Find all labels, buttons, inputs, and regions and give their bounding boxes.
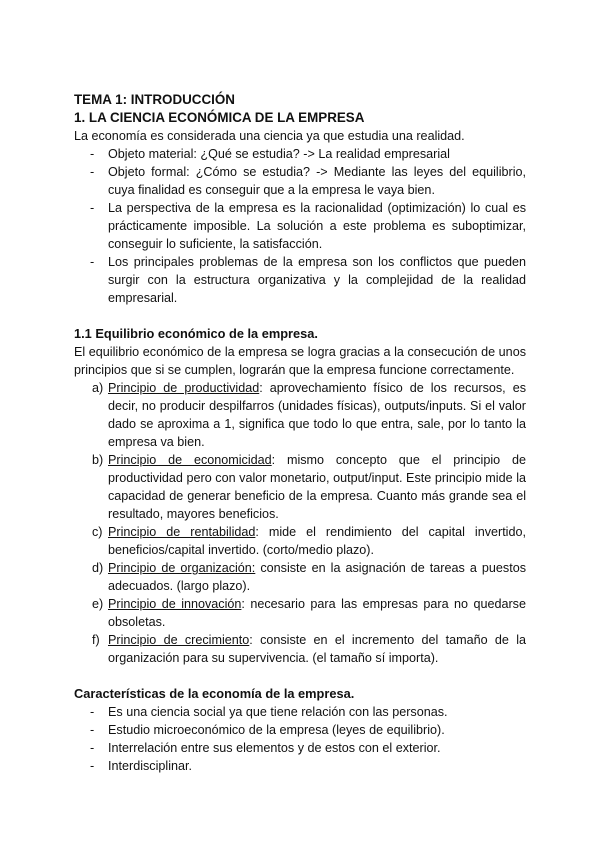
- principle-term: Principio de productividad: [108, 381, 260, 395]
- section3-heading: Características de la economía de la empresa.: [74, 686, 355, 701]
- list-item-text: Los principales problemas de la empresa son los conflictos que pueden surgir con la estructura organizativa y la complejidad de la realidad empresarial.: [108, 255, 526, 305]
- dash-marker: -: [90, 165, 95, 179]
- principle-term: Principio de economicidad: [108, 453, 272, 467]
- principles-list: [74, 379, 526, 667]
- principle-text: consiste en la asignación de tareas a puestos adecuados. (largo plazo).: [108, 561, 527, 593]
- principle-item: a) Principio de productividad: aprovechamiento físico de los recursos, es decir, no producir despilfarros (unidades físicas), outputs/inputs. Si el valor dado se aproxima a 1, significa que todo lo que entra, sale, por lo tanto la empresa va bien.: [92, 381, 526, 449]
- list-item-text: Objeto formal: ¿Cómo se estudia? -> Mediante las leyes del equilibrio, cuya finalidad es conseguir que a la empresa le vaya bien.: [108, 165, 526, 197]
- principle-text: consiste en el incremento del tamaño de la organización para su supervivencia. (el tamaño sí importa).: [108, 633, 527, 665]
- dash-marker: -: [90, 705, 95, 719]
- dash-marker: -: [90, 255, 95, 269]
- list-item: [74, 163, 526, 199]
- principle-item: [74, 559, 526, 595]
- item-marker: e): [92, 597, 104, 611]
- list-item: [74, 739, 526, 757]
- item-marker: c): [92, 525, 103, 539]
- principle-text: mismo concepto que el principio de productividad pero con valor monetario, output/input. Este principio mide la capacidad de generar beneficio de la empresa. Cuanto más grande sea el resultado, mayores beneficios.: [108, 453, 526, 521]
- list-item: [74, 721, 526, 739]
- section2-heading: 1.1 Equilibrio económico de la empresa.: [74, 326, 318, 341]
- list-item: [74, 703, 526, 721]
- principle-item: b) Principio de economicidad: mismo concepto que el principio de productividad pero con valor monetario, output/input. Este principio mide la capacidad de generar beneficio de la empresa. Cuanto más grande sea el resultado, mayores beneficios.: [92, 453, 526, 521]
- list-item-text: Interdisciplinar.: [108, 759, 192, 773]
- principle-term: Principio de crecimiento: [108, 633, 250, 647]
- principle-text: mide el rendimiento del capital invertido, beneficios/capital invertido. (corto/medio plazo).: [108, 525, 526, 557]
- list-item-text: Objeto material: ¿Qué se estudia? -> La realidad empresarial: [108, 147, 450, 161]
- item-marker: f): [92, 633, 100, 647]
- list-item: [74, 757, 526, 775]
- dash-marker: -: [90, 741, 95, 755]
- dash-marker: -: [90, 201, 95, 215]
- item-marker: a): [92, 381, 104, 395]
- list-item-text: Es una ciencia social ya que tiene relación con las personas.: [108, 705, 448, 719]
- principle-term: Principio de innovación: [108, 597, 242, 611]
- section2-intro: El equilibrio económico de la empresa se logra gracias a la consecución de unos principios que si se cumplen, lograrán que la empresa funcione correctamente.: [74, 345, 526, 377]
- principle-term: Principio de rentabilidad: [108, 525, 256, 539]
- list-item: [74, 199, 526, 253]
- list-item: [74, 145, 526, 163]
- principle-item: c) Principio de rentabilidad: mide el rendimiento del capital invertido, beneficios/capital invertido. (corto/medio plazo).: [92, 525, 526, 557]
- principle-text: necesario para las empresas para no quedarse obsoletas.: [108, 597, 526, 629]
- dash-marker: -: [90, 723, 95, 737]
- principle-item: f) Principio de crecimiento: consiste en el incremento del tamaño de la organización para su supervivencia. (el tamaño sí importa).: [92, 633, 527, 665]
- principle-term: Principio de organización:: [108, 561, 256, 575]
- document-page: [74, 91, 526, 775]
- principle-item: e) Principio de innovación: necesario para las empresas para no quedarse obsoletas.: [92, 597, 526, 629]
- list-item-text: La perspectiva de la empresa es la racionalidad (optimización) lo cual es prácticamente imposible. La solución a este problema es suboptimizar, conseguir lo suficiente, la satisfacción.: [108, 201, 526, 251]
- section1-intro: La economía es considerada una ciencia ya que estudia una realidad.: [74, 129, 465, 143]
- document-title: TEMA 1: INTRODUCCIÓN: [74, 92, 235, 107]
- list-item: [74, 253, 526, 307]
- dash-marker: -: [90, 759, 95, 773]
- list-item-text: Interrelación entre sus elementos y de estos con el exterior.: [108, 741, 441, 755]
- dash-marker: -: [90, 147, 95, 161]
- section3-list: [74, 703, 526, 775]
- list-item-text: Estudio microeconómico de la empresa (leyes de equilibrio).: [108, 723, 445, 737]
- section1-list: [74, 145, 526, 307]
- principle-text: aprovechamiento físico de los recursos, es decir, no producir despilfarros (unidades físicas), outputs/inputs. Si el valor dado se aproxima a 1, significa que todo lo que entra, sale, por lo tanto la empresa va bien.: [108, 381, 526, 449]
- section1-heading: 1. LA CIENCIA ECONÓMICA DE LA EMPRESA: [74, 110, 365, 125]
- item-marker: b): [92, 453, 104, 467]
- item-marker: d): [92, 561, 104, 575]
